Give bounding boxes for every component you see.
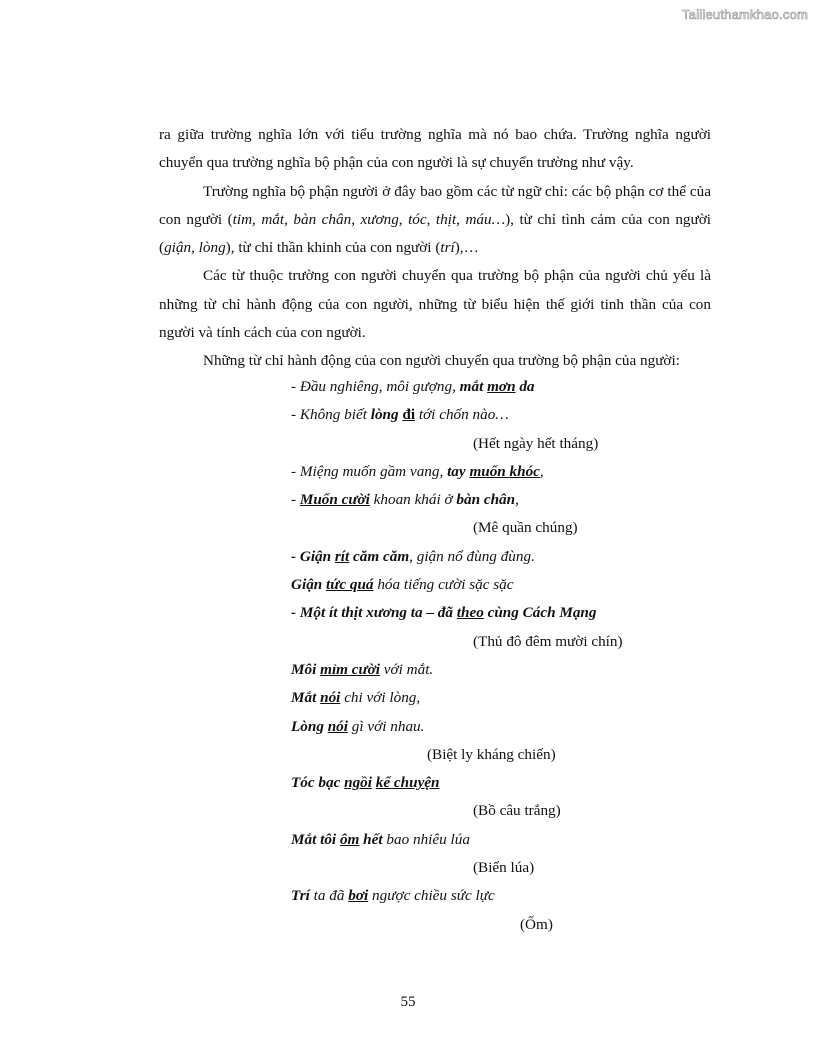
- poem-bold: tay: [447, 462, 470, 480]
- poem-bold: - Giận: [291, 547, 335, 565]
- poem-bold-underline: đi: [402, 406, 416, 424]
- poem-text: khoan khái ở: [369, 491, 457, 509]
- p2-text-g: ),…: [454, 239, 479, 257]
- poem-bold-underline: mơn: [487, 378, 516, 395]
- poem-bold-underline: bơi: [348, 887, 369, 905]
- poem-bold: Lòng: [291, 717, 328, 735]
- poem-line: [291, 713, 721, 741]
- poem-bold: Giận: [291, 576, 327, 594]
- poem-bold: hết: [359, 830, 383, 848]
- poem-text: tới chốn nào…: [415, 406, 509, 424]
- poem-line: [291, 882, 721, 910]
- poem-bold: - Một ít thịt xương ta – đã: [291, 604, 457, 622]
- poem-bold: cùng Cách Mạng: [483, 604, 597, 622]
- poem-bold: Mắt: [291, 689, 321, 707]
- poem-bold: Tóc bạc: [291, 774, 345, 792]
- paragraph-1: ra giữa trường nghĩa lớn với tiểu trường nghĩa mà nó bao chứa. Trường nghĩa người chuyển qua trường nghĩa bộ phận của con người là sự chuyển trường như vậy.: [159, 126, 711, 172]
- p2-mind: trí: [440, 239, 455, 257]
- poem-text: hóa tiếng cười sặc sặc: [373, 576, 514, 594]
- poem-source: (Biệt ly kháng chiến): [427, 745, 556, 763]
- poem-bold-underline: rít: [334, 547, 350, 565]
- poem-line: [291, 458, 721, 486]
- poem-bold: mắt: [459, 378, 488, 395]
- poem-bold-underline: ngồi: [344, 774, 372, 792]
- poem-text: chi với lòng,: [340, 689, 421, 707]
- poem-line: [291, 373, 721, 401]
- poem-source: (Thủ đô đêm mười chín): [473, 632, 623, 650]
- poem-bold: căm căm: [349, 547, 410, 565]
- poem-examples: [291, 373, 721, 939]
- poem-text: bao nhiêu lúa: [382, 830, 470, 848]
- poem-text: ta đã: [309, 887, 349, 905]
- poem-line: [291, 656, 721, 684]
- paragraph-2: [159, 178, 711, 263]
- poem-source: (Biển lúa): [473, 859, 535, 877]
- poem-text: ,: [539, 462, 544, 480]
- poem-source: (Bồ câu trắng): [473, 802, 561, 820]
- poem-bold: bàn chân: [456, 491, 516, 509]
- poem-text: gì với nhau.: [347, 717, 425, 735]
- poem-line: [291, 486, 721, 514]
- poem-line: [291, 826, 721, 854]
- poem-bold-underline: mỉm cười: [320, 660, 380, 678]
- poem-bold-underline: theo: [456, 604, 484, 622]
- poem-text: - Không biết: [291, 406, 371, 424]
- poem-bold-underline: kể chuyện: [375, 774, 440, 792]
- poem-text: -: [291, 491, 300, 509]
- poem-bold-underline: Muốn cười: [299, 491, 370, 509]
- paragraph-3: Các từ thuộc trường con người chuyển qua trường bộ phận của người chủ yếu là những từ chỉ hành động của con người, những từ biểu hiện thế giới tinh thần của con người và tính cách của con người.: [159, 267, 711, 342]
- poem-bold-underline: nói: [327, 717, 348, 735]
- p2-body-parts: tim, mắt, bàn chân, xương, tóc, thịt, máu…: [232, 210, 506, 228]
- p2-emotions: giận, lòng: [164, 239, 226, 257]
- body-text: [159, 121, 711, 376]
- watermark: Tailieuthamkhao.com: [682, 7, 808, 22]
- poem-line: [291, 684, 721, 712]
- poem-line: [291, 571, 721, 599]
- poem-bold-underline: tức quá: [326, 576, 374, 594]
- poem-text: , giận nổ đùng đùng.: [409, 547, 535, 565]
- poem-source: (Ốm): [520, 915, 553, 933]
- poem-bold: lòng: [370, 406, 403, 424]
- p2-text-a: Trường nghĩa bộ phận người ở đây bao gồm các từ ngữ chỉ: các bộ phận cơ thể của con người (: [159, 182, 711, 228]
- p2-text-e: ), từ chỉ thần khinh của con người (: [225, 239, 441, 257]
- poem-bold: Mắt tôi: [291, 830, 340, 848]
- poem-bold-underline: muốn khóc: [469, 462, 540, 480]
- poem-text: - Đầu nghiêng, môi gượng,: [291, 378, 460, 395]
- paragraph-4: Những từ chỉ hành động của con người chuyển qua trường bộ phận của người:: [203, 352, 680, 370]
- poem-bold: Môi: [291, 660, 321, 678]
- p2-text-c: ), từ chỉ tình cảm của con người (: [159, 210, 711, 257]
- poem-text: ,: [515, 491, 519, 509]
- poem-text: - Miệng muốn gầm vang,: [291, 462, 448, 480]
- poem-line: [291, 769, 721, 797]
- poem-line: [291, 401, 721, 429]
- poem-text: ngược chiều sức lực: [368, 887, 495, 905]
- poem-bold-underline: ôm: [339, 830, 360, 848]
- poem-bold: da: [515, 378, 535, 395]
- poem-source: (Hết ngày hết tháng): [473, 434, 599, 452]
- page-number: 55: [400, 994, 416, 1010]
- poem-bold: Trí: [291, 887, 310, 905]
- poem-bold-underline: nói: [320, 689, 341, 707]
- poem-line: [291, 543, 721, 571]
- poem-source: (Mê quần chúng): [473, 519, 578, 537]
- poem-text: với mắt.: [379, 660, 434, 678]
- poem-line: [291, 599, 721, 627]
